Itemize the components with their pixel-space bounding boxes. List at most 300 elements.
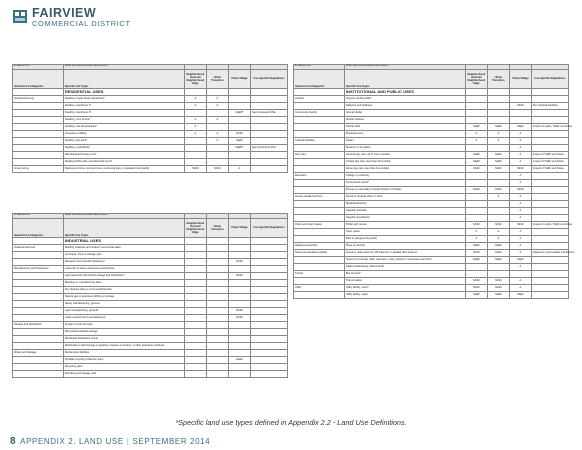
table-row: [13, 301, 288, 308]
table-row: [294, 96, 569, 103]
legend-warrants: MinM= Minor Warrant MajM= Major Warrant: [344, 65, 465, 70]
value-neighborhood: MajM: [465, 159, 487, 166]
specific-use: Library: [344, 138, 465, 145]
value-urban-village: MinM: [509, 187, 531, 194]
value-regulations: [250, 152, 287, 159]
specific-use: Antenna: radio antenna, CB antenna, or satellite dish antenna: [344, 250, 465, 257]
header-neighborhood: Neighborhood General/ Neighborhood Edge: [184, 70, 206, 89]
value-urban-transition: [206, 152, 228, 159]
value-regulations: [531, 138, 568, 145]
general-category: Transit: [294, 271, 345, 278]
specific-use: Hospital (psychiatric): [344, 215, 465, 222]
value-neighborhood: [184, 357, 206, 364]
industrial-uses-table: [12, 213, 288, 378]
table-row: [294, 194, 569, 201]
value-neighborhood: [465, 145, 487, 152]
value-regulations: [250, 371, 287, 378]
section-title: INSTITUTIONAL AND PUBLIC USES: [344, 89, 465, 96]
specific-use: Medical laboratory: [344, 201, 465, 208]
specific-use: Correctional school*: [344, 180, 465, 187]
value-urban-transition: MinM: [206, 166, 228, 173]
value-regulations: [531, 96, 568, 103]
general-category: [294, 208, 345, 215]
value-urban-village: [228, 287, 250, 294]
general-category: [13, 371, 64, 378]
value-urban-village: MinM: [228, 259, 250, 266]
value-regulations: [531, 229, 568, 236]
table-row: [294, 271, 569, 278]
value-urban-transition: A: [206, 117, 228, 124]
specific-use: Accessory building: [63, 131, 184, 138]
specific-use: Light assembly with limited storage and distribution*: [63, 273, 184, 280]
value-neighborhood: A: [465, 236, 487, 243]
general-category: Manufacturing and Production: [13, 266, 64, 273]
table-row: [294, 278, 569, 285]
value-regulations: Impact of Traffic and Noise: [531, 166, 568, 173]
specific-use: Radio broadcasting without tower: [344, 264, 465, 271]
value-regulations: Impact of Traffic and Noise: [531, 152, 568, 159]
value-urban-transition: A: [206, 131, 228, 138]
specific-use: Assembly of heavy electronics and devices: [63, 266, 184, 273]
table-row: [294, 110, 569, 117]
general-category: [13, 159, 64, 166]
value-neighborhood: [184, 287, 206, 294]
value-urban-transition: [206, 350, 228, 357]
header-row: [13, 219, 288, 238]
table-row: [294, 138, 569, 145]
specific-use: Hospital (medical): [344, 208, 465, 215]
value-regulations: Impact of Lights, Traffic and Noise: [531, 222, 568, 229]
value-regulations: [531, 194, 568, 201]
table-row: [294, 159, 569, 166]
value-neighborhood: MinM: [184, 166, 206, 173]
specific-use: General day care, 20 or more enrolled: [344, 152, 465, 159]
value-regulations: [531, 110, 568, 117]
value-neighborhood: A: [465, 229, 487, 236]
value-urban-village: [228, 371, 250, 378]
value-neighborhood: MajM: [465, 243, 487, 250]
value-regulations: [531, 257, 568, 264]
section-empty: [250, 89, 287, 96]
general-category: [13, 336, 64, 343]
value-regulations: [250, 166, 287, 173]
general-category: [13, 329, 64, 336]
value-urban-transition: [206, 145, 228, 152]
value-neighborhood: [184, 343, 206, 350]
value-neighborhood: [184, 308, 206, 315]
specific-use: Open space: [344, 229, 465, 236]
value-urban-village: A: [509, 194, 531, 201]
value-urban-village: [509, 117, 531, 124]
value-neighborhood: [465, 96, 487, 103]
value-urban-village: A: [509, 173, 531, 180]
specific-use: Manufactured housing unit*: [63, 152, 184, 159]
table-row: [13, 336, 288, 343]
value-neighborhood: A: [184, 103, 206, 110]
value-urban-village: MinM: [509, 103, 531, 110]
value-neighborhood: A: [465, 138, 487, 145]
table-row: [294, 180, 569, 187]
specific-use: Heliports and helistops: [344, 103, 465, 110]
value-urban-village: [228, 152, 250, 159]
value-regulations: [531, 131, 568, 138]
value-urban-village: MinM: [228, 273, 250, 280]
value-neighborhood: [465, 173, 487, 180]
specific-use: Heavy manufacturing, general: [63, 301, 184, 308]
table-row: [13, 96, 288, 103]
specific-use: Animal shelter: [344, 110, 465, 117]
value-urban-transition: A: [487, 131, 509, 138]
table-row: [294, 145, 569, 152]
value-urban-village: A: [509, 159, 531, 166]
specific-use: Utility facility, major: [344, 292, 465, 299]
value-urban-village: A: [509, 180, 531, 187]
table-row: [13, 103, 288, 110]
table-row: [294, 173, 569, 180]
specific-use: Athletic stadium: [344, 117, 465, 124]
table-row: [294, 285, 569, 292]
value-urban-transition: A: [206, 103, 228, 110]
value-urban-transition: [487, 173, 509, 180]
value-urban-transition: [206, 308, 228, 315]
value-urban-transition: [206, 273, 228, 280]
value-neighborhood: MinM: [465, 250, 487, 257]
specific-use: Wrecking and salvage yard: [63, 371, 184, 378]
header-row: [294, 70, 569, 89]
general-category: [13, 364, 64, 371]
value-regulations: [250, 315, 287, 322]
value-neighborhood: [184, 350, 206, 357]
value-urban-transition: [206, 110, 228, 117]
general-category: Household Living: [13, 96, 64, 103]
general-category: [13, 294, 64, 301]
value-neighborhood: [184, 138, 206, 145]
value-regulations: [250, 124, 287, 131]
header-neighborhood: Neighborhood General/ Neighborhood Edge: [465, 70, 487, 89]
section-empty: [487, 89, 509, 96]
value-neighborhood: [465, 215, 487, 222]
header-regulations: Use-Specific Regulations: [250, 219, 287, 238]
general-category: Waste and Salvage: [13, 350, 64, 357]
header-general: General Use Categories: [13, 70, 64, 89]
general-category: [294, 131, 345, 138]
value-urban-transition: [206, 259, 228, 266]
header-urban-village: Urban Village: [228, 70, 250, 89]
table-row: [13, 287, 288, 294]
table-row: [13, 371, 288, 378]
general-category: [294, 257, 345, 264]
table-row: [294, 250, 569, 257]
general-category: Industrial Services: [13, 245, 64, 252]
value-neighborhood: A: [184, 117, 206, 124]
value-regulations: [531, 117, 568, 124]
value-urban-village: A: [228, 166, 250, 173]
specific-use: Dwelling HUD-code manufactured home*: [63, 159, 184, 166]
section-empty: [228, 89, 250, 96]
table-row: [13, 159, 288, 166]
specific-use: Dwelling, townhome 4*: [63, 110, 184, 117]
value-urban-village: A: [509, 152, 531, 159]
table-row: [13, 294, 288, 301]
value-urban-transition: [487, 271, 509, 278]
value-neighborhood: [184, 266, 206, 273]
value-neighborhood: [465, 208, 487, 215]
value-regulations: [250, 159, 287, 166]
value-urban-village: MajM: [228, 357, 250, 364]
table-row: [13, 343, 288, 350]
table-row: [13, 315, 288, 322]
value-urban-village: [228, 103, 250, 110]
header-regulations: Use-Specific Regulations: [250, 70, 287, 89]
value-neighborhood: MinM: [465, 278, 487, 285]
section-title: RESIDENTIAL USES: [63, 89, 184, 96]
section-title-row: [13, 238, 288, 245]
specific-use: Public golf course: [344, 222, 465, 229]
value-urban-transition: A: [206, 96, 228, 103]
general-category: [294, 264, 345, 271]
legend-allowed: A = Allowed Use: [13, 65, 64, 70]
value-urban-transition: [206, 266, 228, 273]
fairview-logo: [12, 6, 172, 30]
value-urban-transition: MinM: [487, 285, 509, 292]
general-category: [13, 131, 64, 138]
table-row: [294, 152, 569, 159]
general-category: [13, 357, 64, 364]
value-regulations: See Framework Plan: [250, 145, 287, 152]
value-urban-village: [228, 159, 250, 166]
value-urban-village: [228, 96, 250, 103]
general-category: [294, 166, 345, 173]
general-category: Group Living: [13, 166, 64, 173]
general-category: [13, 103, 64, 110]
value-urban-transition: [206, 159, 228, 166]
specific-use: Airports, landing fields: [344, 96, 465, 103]
header-row: [13, 70, 288, 89]
value-urban-village: [228, 117, 250, 124]
specific-use: Reclamation facilities: [63, 350, 184, 357]
table-row: [13, 357, 288, 364]
value-urban-village: [509, 271, 531, 278]
value-neighborhood: [184, 145, 206, 152]
table-row: [13, 259, 288, 266]
value-regulations: [531, 278, 568, 285]
legend-warrants: MinM= Minor Warrant MajM= Major Warrant: [63, 65, 184, 70]
specific-use: Dwelling, zero lot line*: [63, 117, 184, 124]
value-regulations: [250, 259, 287, 266]
value-urban-transition: MinM: [487, 250, 509, 257]
logo-subtitle: COMMERCIAL DISTRICT: [32, 19, 131, 28]
table-row: [294, 117, 569, 124]
section-blank: [13, 89, 64, 96]
table-row: [13, 152, 288, 159]
value-neighborhood: [465, 117, 487, 124]
value-regulations: [250, 103, 287, 110]
general-category: [13, 110, 64, 117]
table-row: [13, 322, 288, 329]
value-urban-village: A: [509, 208, 531, 215]
specific-use: Museum or art gallery: [344, 145, 465, 152]
value-urban-village: [228, 252, 250, 259]
value-neighborhood: [184, 252, 206, 259]
value-urban-transition: [206, 301, 228, 308]
value-urban-village: MinM: [228, 308, 250, 315]
value-regulations: [531, 243, 568, 250]
value-urban-transition: [487, 145, 509, 152]
value-urban-village: MinM: [228, 131, 250, 138]
value-urban-transition: MajM: [487, 124, 509, 131]
table-row: [294, 166, 569, 173]
value-urban-village: [228, 322, 250, 329]
value-regulations: See Framework Plan: [250, 110, 287, 117]
value-urban-village: MinM: [509, 166, 531, 173]
footnote: *Specific land use types defined in Appendix 2.2 - Land Use Definitions.: [175, 418, 407, 427]
general-category: [294, 117, 345, 124]
header-specific: Specific Use Types: [63, 219, 184, 238]
specific-use: Park or playground (public): [344, 236, 465, 243]
value-urban-village: [228, 336, 250, 343]
value-neighborhood: [184, 322, 206, 329]
value-urban-village: A: [509, 138, 531, 145]
table-row: [13, 364, 288, 371]
value-urban-village: [228, 245, 250, 252]
specific-use: Portable recycling collection point: [63, 357, 184, 364]
general-category: Utility: [294, 285, 345, 292]
value-regulations: [250, 266, 287, 273]
general-category: [13, 273, 64, 280]
general-category: [294, 215, 345, 222]
value-urban-transition: [487, 110, 509, 117]
value-regulations: [531, 285, 568, 292]
table-row: [294, 208, 569, 215]
value-urban-transition: [206, 280, 228, 287]
value-neighborhood: MinM: [465, 222, 487, 229]
section-empty: [184, 89, 206, 96]
value-urban-transition: MinM: [487, 187, 509, 194]
value-regulations: [250, 287, 287, 294]
value-regulations: [250, 96, 287, 103]
table-row: [294, 264, 569, 271]
specific-use: Wholesale distribution center: [63, 336, 184, 343]
value-regulations: [250, 280, 287, 287]
value-regulations: [250, 322, 287, 329]
specific-use: Dry cleaning plant or commercial laundry: [63, 287, 184, 294]
value-neighborhood: MajM: [465, 152, 487, 159]
specific-use: Clean research and manufacturing*: [63, 315, 184, 322]
value-urban-transition: [487, 103, 509, 110]
value-regulations: Per Hospital Facilities: [531, 103, 568, 110]
general-category: Day Care: [294, 152, 345, 159]
specific-use: Dwelling, multi-family*: [63, 145, 184, 152]
general-category: [13, 124, 64, 131]
value-urban-transition: [206, 124, 228, 131]
value-urban-village: [228, 301, 250, 308]
value-neighborhood: A: [184, 124, 206, 131]
section-empty: [206, 238, 228, 245]
section-blank: [294, 89, 345, 96]
header-specific: Specific Use Types: [63, 70, 184, 89]
table-row: [294, 201, 569, 208]
value-regulations: [250, 252, 287, 259]
value-regulations: [250, 138, 287, 145]
table-row: [13, 329, 288, 336]
value-regulations: [250, 336, 287, 343]
table-row: [294, 215, 569, 222]
value-neighborhood: [465, 180, 487, 187]
table-row: [13, 245, 288, 252]
value-neighborhood: [184, 110, 206, 117]
general-category: Cultural Facilities: [294, 138, 345, 145]
specific-use: Limited day care, less than 20 enrolled: [344, 159, 465, 166]
header-general: General Use Categories: [294, 70, 345, 89]
section-empty: [465, 89, 487, 96]
value-neighborhood: [184, 152, 206, 159]
table-row: [13, 350, 288, 357]
table-row: [294, 124, 569, 131]
specific-use: Dwelling, townhome 1*: [63, 103, 184, 110]
general-category: [13, 315, 64, 322]
section-empty: [206, 89, 228, 96]
value-urban-village: A: [509, 285, 531, 292]
header-urban-village: Urban Village: [228, 219, 250, 238]
specific-use: Retirement home, nursing home, continuing care, or assisted living facility: [63, 166, 184, 173]
footer-label: APPENDIX 2. LAND USE: [20, 437, 124, 446]
value-regulations: [250, 131, 287, 138]
legend-warrants: MinM= Minor Warrant MajM= Major Warrant: [63, 214, 184, 219]
value-neighborhood: A: [465, 131, 487, 138]
value-urban-transition: [206, 287, 228, 294]
table-row: [13, 273, 288, 280]
value-neighborhood: [465, 194, 487, 201]
general-category: [13, 308, 64, 315]
value-regulations: [531, 264, 568, 271]
header-general: General Use Categories: [13, 219, 64, 238]
general-category: [294, 180, 345, 187]
residential-uses-table: [12, 64, 288, 173]
value-neighborhood: MinM: [465, 187, 487, 194]
general-category: [13, 138, 64, 145]
section-blank: [13, 238, 64, 245]
general-category: [13, 343, 64, 350]
value-neighborhood: [465, 103, 487, 110]
value-urban-village: [228, 350, 250, 357]
value-urban-village: A: [509, 229, 531, 236]
fairview-logo-icon: [12, 8, 28, 24]
header-urban-transition: Urban Transition: [206, 70, 228, 89]
general-category: Parks and Open Space: [294, 222, 345, 229]
value-neighborhood: MajM: [465, 292, 487, 299]
specific-use: Home day care, less than 12 enrolled: [344, 166, 465, 173]
value-urban-transition: MajM: [487, 159, 509, 166]
specific-use: Dwelling, two-family/duplex*: [63, 124, 184, 131]
value-urban-village: MinM: [228, 315, 250, 322]
general-category: [13, 152, 64, 159]
value-urban-transition: [487, 208, 509, 215]
value-regulations: [250, 273, 287, 280]
specific-use: Municipal uses: [344, 131, 465, 138]
value-urban-village: A: [509, 243, 531, 250]
value-neighborhood: [465, 264, 487, 271]
value-urban-transition: [206, 336, 228, 343]
value-regulations: [531, 208, 568, 215]
specific-use: Utility facility, minor*: [344, 285, 465, 292]
value-regulations: [531, 271, 568, 278]
general-category: [294, 236, 345, 243]
section-empty: [228, 238, 250, 245]
table-row: [13, 110, 288, 117]
general-category: [13, 301, 64, 308]
value-urban-village: A: [509, 131, 531, 138]
section-title-row: [294, 89, 569, 96]
